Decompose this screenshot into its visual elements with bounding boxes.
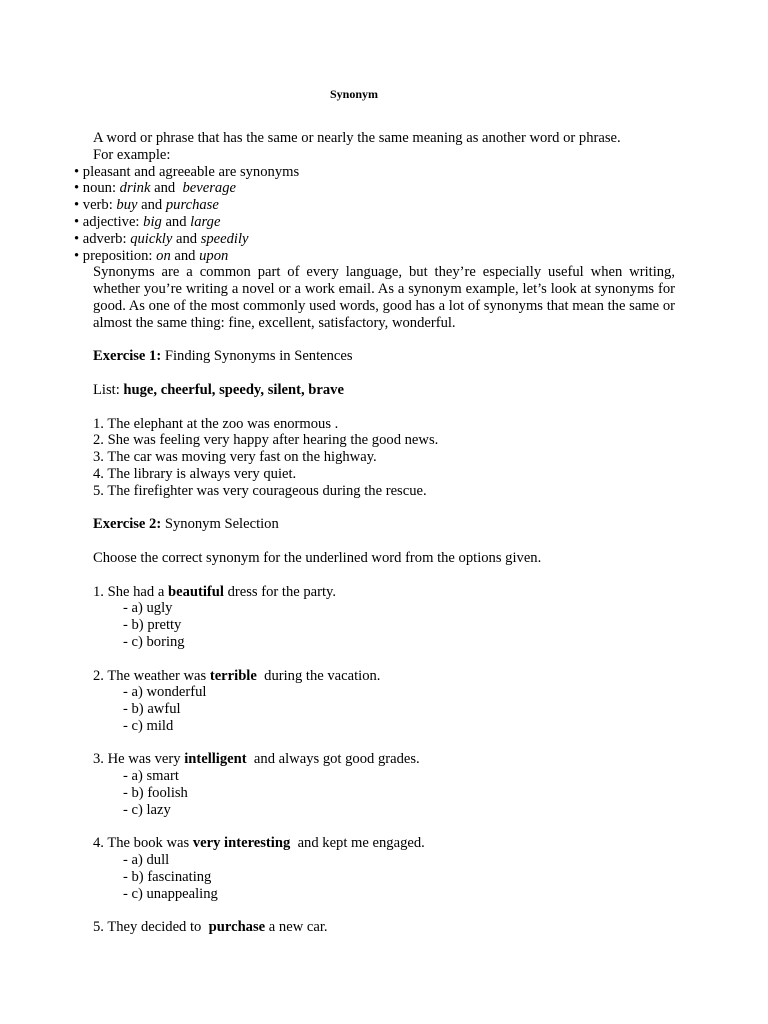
bullet-icon: • (74, 247, 80, 264)
exercise2-heading: Exercise 2: Synonym Selection (93, 516, 279, 533)
list-item: • preposition: on and upon (74, 247, 229, 264)
synonym-paragraph: Synonyms are a common part of every language, but they’re especially useful when writing, whether you’re writing a novel or a work email. As a synonym example, let’s look at synonyms for good. As one of the most commonly used words, good has a lot of synonyms that mean the same or almost the same thing: fine, excellent, satisfactory, wonderful. (93, 264, 675, 331)
list-item: • verb: buy and purchase (74, 197, 219, 214)
list-item: 4. The library is always very quiet. (93, 465, 297, 482)
list-item: 5. The firefighter was very courageous during the rescue. (93, 482, 427, 499)
option-c: - c) lazy (123, 801, 171, 818)
option-b: - b) awful (123, 701, 181, 718)
exercise2-instruction: Choose the correct synonym for the underlined word from the options given. (93, 549, 542, 566)
exercise1-sentences (74, 416, 675, 500)
target-word: purchase (208, 919, 266, 936)
option-b: - b) pretty (123, 617, 182, 634)
option-c: - c) mild (123, 717, 174, 734)
option-c: - c) boring (123, 633, 185, 650)
list-item: 3. The car was moving very fast on the highway. (93, 449, 377, 466)
bullet-icon: • (74, 213, 80, 230)
target-word: terrible (209, 667, 257, 684)
question-2: 2. The weather was terrible during the vacation. - a) wonderful - b) awful - c) mild (74, 668, 675, 735)
list-item: • adverb: quickly and speedily (74, 230, 249, 247)
bullet-icon: • (74, 197, 80, 214)
question-3: 3. He was very intelligent and always got good grades. - a) smart - b) foolish - c) lazy (74, 751, 675, 818)
definition-text: A word or phrase that has the same or nearly the same meaning as another word or phrase. (93, 130, 621, 146)
exercise1-word-list: List: huge, cheerful, speedy, silent, brave (93, 381, 344, 398)
question-4: 4. The book was very interesting and kept me engaged. - a) dull - b) fascinating - c) unappealing (74, 835, 675, 902)
list-item: 2. She was feeling very happy after hearing the good news. (93, 432, 439, 449)
question-5: 5. They decided to purchase a new car. (93, 919, 328, 936)
target-word: beautiful (167, 583, 224, 600)
option-a: - a) smart (123, 768, 179, 785)
document-body (74, 130, 675, 936)
option-b: - b) fascinating (123, 869, 212, 886)
question-1: 1. She had a beautiful dress for the party. - a) ugly - b) pretty - c) boring (74, 584, 675, 651)
target-word: very interesting (192, 835, 291, 852)
bullet-icon: • (74, 163, 80, 180)
bullet-icon: • (74, 230, 80, 247)
list-item: • pleasant and agreeable are synonyms (74, 163, 300, 180)
option-a: - a) wonderful (123, 684, 207, 701)
option-a: - a) dull (123, 852, 170, 869)
target-word: intelligent (184, 751, 247, 768)
example-bullet-list (74, 164, 675, 265)
list-item: • adjective: big and large (74, 213, 221, 230)
option-a: - a) ugly (123, 600, 173, 617)
exercise1-heading: Exercise 1: Finding Synonyms in Sentences (93, 348, 353, 365)
option-b: - b) foolish (123, 785, 188, 802)
list-item: • noun: drink and beverage (74, 180, 236, 197)
page-title: Synonym (329, 87, 379, 101)
bullet-icon: • (74, 180, 80, 197)
for-example-label: For example: (93, 146, 171, 163)
option-c: - c) unappealing (123, 885, 218, 902)
list-item: 1. The elephant at the zoo was enormous . (93, 415, 339, 432)
